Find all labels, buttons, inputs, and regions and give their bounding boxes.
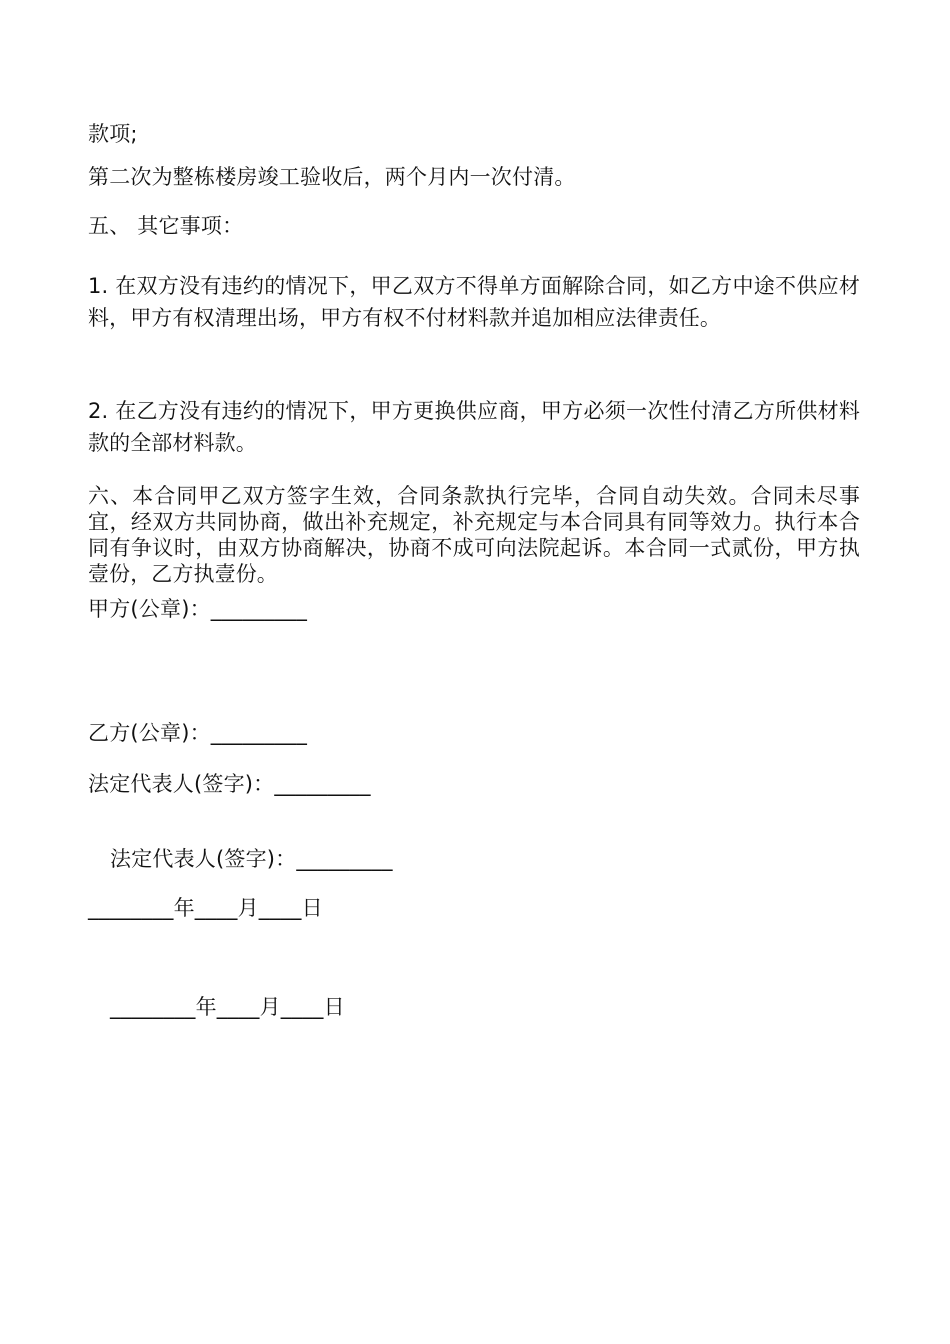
section-heading-other-matters: 五、 其它事项： [88, 214, 244, 238]
legal-rep-signature-1: 法定代表人(签字)：_________ [88, 772, 371, 796]
clause-6: 六、本合同甲乙双方签字生效，合同条款执行完毕，合同自动失效。合同未尽事宜，经双方共同协商，做出补充规定，补充规定与本合同具有同等效力。执行本合同有争议时，由双方协商解决，协商不成可向法院起诉。本合同一式贰份，甲方执壹份，乙方执壹份。 [88, 484, 860, 586]
text-line-payment: 款项; [88, 122, 138, 146]
date-line-1: ________年____月____日 [88, 896, 323, 920]
party-b-seal: 乙方(公章)：_________ [88, 721, 308, 745]
legal-rep-signature-2: 法定代表人(签字)：_________ [110, 847, 393, 871]
party-a-seal: 甲方(公章)：_________ [88, 597, 308, 621]
text-line-second-payment: 第二次为整栋楼房竣工验收后，两个月内一次付清。 [88, 165, 576, 189]
clause-2: 2. 在乙方没有违约的情况下，甲方更换供应商，甲方必须一次性付清乙方所供材料款的全部材料款。 [88, 399, 860, 455]
date-line-2: ________年____月____日 [110, 995, 345, 1019]
clause-1: 1. 在双方没有违约的情况下，甲乙双方不得单方面解除合同，如乙方中途不供应材料，甲方有权清理出场，甲方有权不付材料款并追加相应法律责任。 [88, 274, 860, 330]
